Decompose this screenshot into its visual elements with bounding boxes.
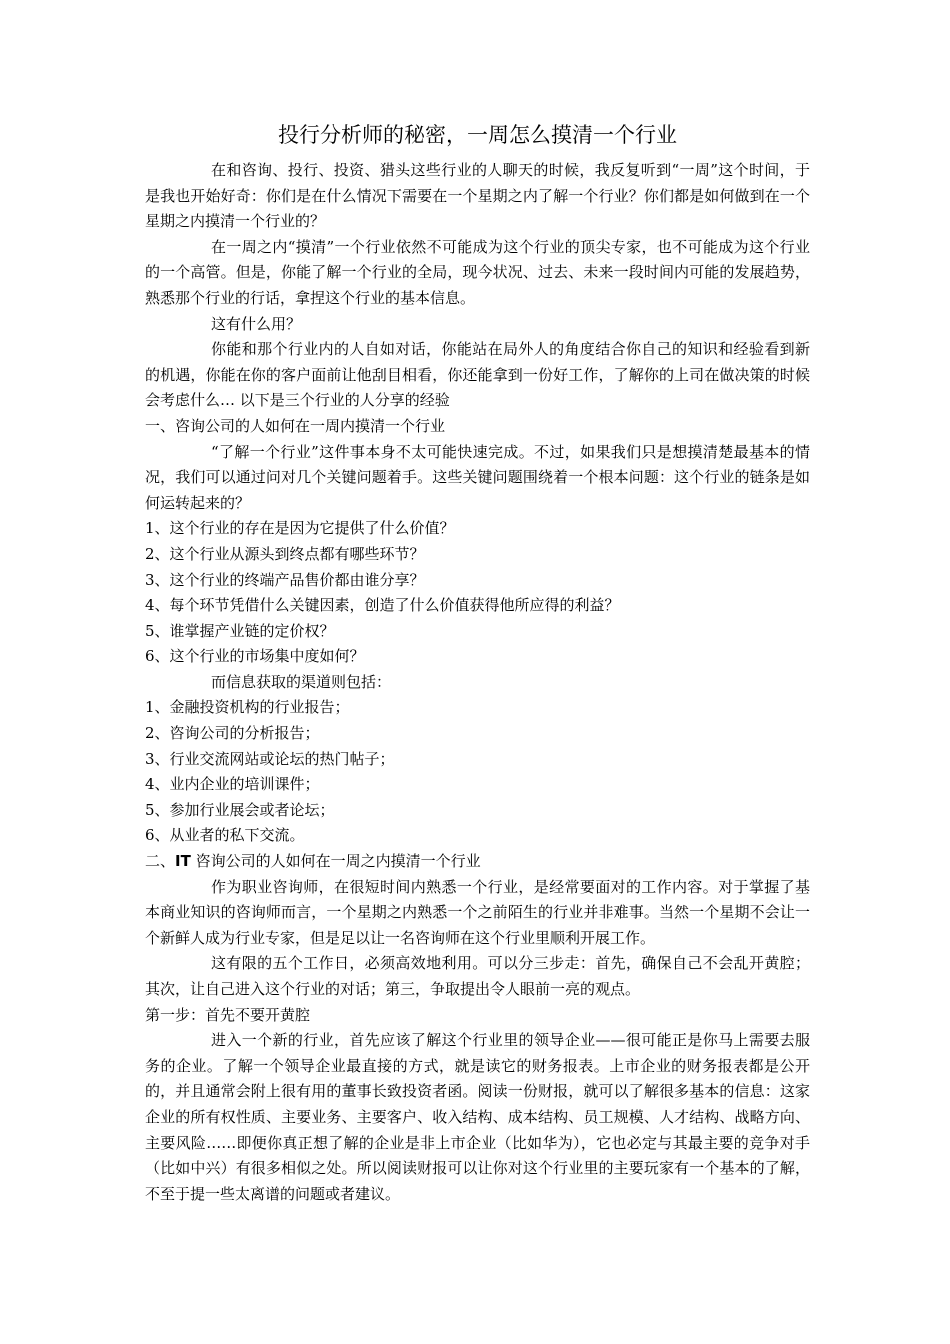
section-2-heading-it: IT (175, 852, 191, 871)
section-2-paragraph-2: 这有限的五个工作日，必须高效地利用。可以分三步走：首先，确保自己不会乱开黄腔；其次，让自己进入这个行业的对话；第三，争取提出令人眼前一亮的观点。 (145, 954, 810, 998)
list-item: 2、这个行业从源头到终点都有哪些环节？ (145, 544, 425, 563)
document-body (145, 120, 810, 1207)
section-1-paragraph: “了解一个行业”这件事本身不太可能快速完成。不过，如果我们只是想摸清楚最基本的情况，我们可以通过问对几个关键问题着手。这些关键问题围绕着一个根本问题：这个行业的链条是如何运转起来的？ (145, 442, 810, 512)
section-2-paragraph-1: 作为职业咨询师，在很短时间内熟悉一个行业，是经常要面对的工作内容。对于掌握了基本商业知识的咨询师而言，一个星期之内熟悉一个之前陌生的行业并非难事。当然一个星期不会让一个新鲜人成为行业专家，但是足以让一名咨询师在这个行业里顺利开展工作。 (145, 877, 810, 947)
channels-intro: 而信息获取的渠道则包括： (211, 672, 392, 691)
list-item: 3、这个行业的终端产品售价都由谁分享？ (145, 570, 425, 589)
channels-list (145, 695, 810, 849)
intro-paragraph-1: 在和咨询、投行、投资、猎头这些行业的人聊天的时候，我反复听到“一周”这个时间，于是我也开始好奇：你们是在什么情况下需要在一个星期之内了解一个行业？你们都是如何做到在一个星期之内摸清一个行业的？ (145, 161, 810, 231)
document-title: 投行分析师的秘密，一周怎么摸清一个行业 (278, 123, 677, 147)
list-item: 1、这个行业的存在是因为它提供了什么价值？ (145, 519, 455, 538)
list-item: 3、行业交流网站或论坛的热门帖子； (145, 749, 395, 768)
key-questions-list (145, 516, 810, 670)
section-2-heading-suffix: 咨询公司的人如何在一周之内摸清一个行业 (190, 852, 481, 871)
list-item: 4、每个环节凭借什么关键因素，创造了什么价值获得他所应得的利益？ (145, 596, 620, 615)
step-1-paragraph: 进入一个新的行业，首先应该了解这个行业里的领导企业——很可能正是你马上需要去服务的企业。了解一个领导企业最直接的方式，就是读它的财务报表。上市企业的财务报表都是公开的，并且通常会附上很有用的董事长致投资者函。阅读一份财报，就可以了解很多基本的信息：这家企业的所有权性质、主要业务、主要客户、收入结构、成本结构、员工规模、人才结构、战略方向、主要风险……即便你真正想了解的企业是非上市企业（比如华为），它也必定与其最主要的竞争对手（比如中兴）有很多相似之处。所以阅读财报可以让你对这个行业里的主要玩家有一个基本的了解，不至于提一些太离谱的问题或者建议。 (145, 1031, 810, 1203)
list-item: 1、金融投资机构的行业报告； (145, 698, 350, 717)
list-item: 2、咨询公司的分析报告； (145, 724, 320, 743)
section-2-heading (145, 849, 810, 875)
section-2-heading-prefix: 二、 (145, 852, 176, 871)
intro-question: 这有什么用？ (211, 314, 302, 333)
intro-paragraph-2: 在一周之内“摸清”一个行业依然不可能成为这个行业的顶尖专家，也不可能成为这个行业的一个高管。但是，你能了解一个行业的全局，现今状况、过去、未来一段时间内可能的发展趋势，熟悉那个行业的行话，拿捏这个行业的基本信息。 (145, 237, 810, 307)
list-item: 5、谁掌握产业链的定价权？ (145, 621, 335, 640)
section-1-heading: 一、咨询公司的人如何在一周内摸清一个行业 (145, 416, 446, 435)
list-item: 4、业内企业的培训课件； (145, 775, 320, 794)
step-1-heading: 第一步：首先不要开黄腔 (145, 1005, 311, 1024)
list-item: 6、从业者的私下交流。 (145, 826, 305, 845)
intro-paragraph-4: 你能和那个行业内的人自如对话，你能站在局外人的角度结合你自己的知识和经验看到新的机遇，你能在你的客户面前让他刮目相看，你还能拿到一份好工作，了解你的上司在做决策的时候会考虑什么… 以下是三个行业的人分享的经验 (145, 340, 810, 410)
list-item: 6、这个行业的市场集中度如何？ (145, 647, 365, 666)
list-item: 5、参加行业展会或者论坛； (145, 800, 335, 819)
